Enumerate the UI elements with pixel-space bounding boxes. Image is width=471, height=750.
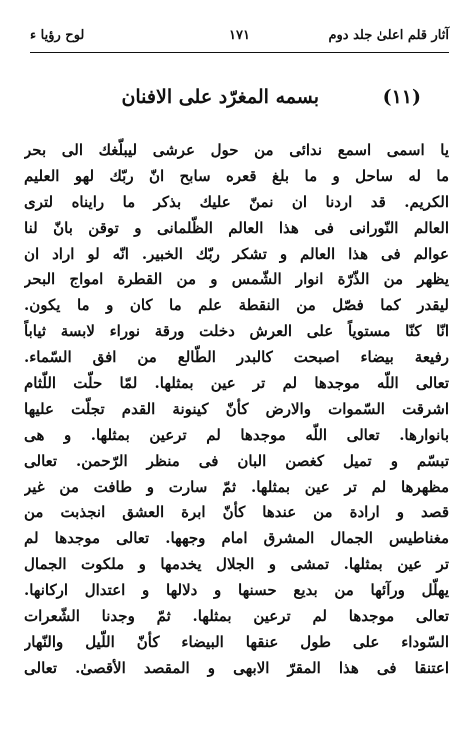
- text-line: رفيعة بيضاء اصبحت كالبدر الطّالع من افق السّماء.: [24, 348, 449, 367]
- tablet-heading: [90, 86, 421, 114]
- text-line: بانوارها. تعالى اللّه موجدها لم ترعين بمثلها. و هى: [24, 425, 449, 444]
- text-line: تبسّم و تميل كغصن البان فى منظر الرّحمن. تعالى: [24, 451, 449, 470]
- text-line: العالم النّورانى فى هذا العالم الظّلمانى و توقن بانّ لنا: [24, 218, 449, 237]
- text-line: يظهر من الذّرّة انوار الشّمس و من القطرة امواج البحر: [24, 270, 449, 289]
- text-line: مظهرها لم تر عين بمثلها. ثمّ سارت و طافت من غير: [24, 477, 449, 496]
- text-line: قصد و ارادة من عندها كأنّ ابرة العشق انجذبت من: [24, 503, 449, 522]
- text-line: السّوداء على طول عنقها البيضاء كأنّ اللّيل والنّهار: [24, 632, 449, 651]
- tablet-number: (۱۱): [382, 86, 421, 108]
- text-line: عوالم فى هذا العالم و تشكر ربّك الخبير. انّه لو اراد ان: [24, 244, 449, 263]
- text-line: اشرقت السّموات والارض كأنّ كينونة القدم تجلّت عليها: [24, 399, 449, 418]
- running-header: [30, 28, 449, 48]
- book-title: آثار قلم اعلیٰ جلد دوم: [328, 28, 449, 43]
- text-line: يا اسمى اسمع ندائى من حول عرشى ليبلّغك الى بحر: [24, 141, 449, 159]
- body-text: [24, 138, 449, 682]
- section-title: لوح رؤيا ء: [30, 28, 85, 43]
- text-line: ما له ساحل و ما بلغ قعره سابح انّ ربّك لهو العليم: [24, 166, 449, 185]
- header-divider: [30, 52, 449, 53]
- tablet-title: بسمه المغرّد على الافنان: [121, 86, 319, 108]
- page-number: ۱۷۱: [229, 28, 250, 43]
- text-line: مغناطيس الجمال المشرق امام وجهها. تعالى موجدها لم: [24, 529, 449, 548]
- text-line: الكريم. قد اردنا ان نمنّ عليك بذكر ما رايناه لترى: [24, 192, 449, 211]
- text-line: اعتنقا فى هذا المقرّ الابهى و المقصد الأقصىٰ. تعالى: [24, 658, 449, 677]
- text-line: انّا كنّا مستوياً على العرش دخلت ورقة نوراء لابسة ثياباً: [24, 322, 449, 341]
- text-line: تر عين بمثلها. تمشى و الجلال يخدمها و ملكوت الجمال: [24, 555, 449, 574]
- text-line: ليقدر كما فصّل من النقطة علم ما كان و ما يكون.: [24, 296, 449, 315]
- text-line: تعالى اللّه موجدها لم تر عين بمثلها. لمّا حلّت اللّثام: [24, 374, 449, 393]
- text-line: يهلّل ورآئها من بديع حسنها و دلالها و اعتدال اركانها.: [24, 581, 449, 600]
- text-line: تعالى موجدها لم ترعين بمثلها. ثمّ وجدنا الشّعرات: [24, 607, 449, 626]
